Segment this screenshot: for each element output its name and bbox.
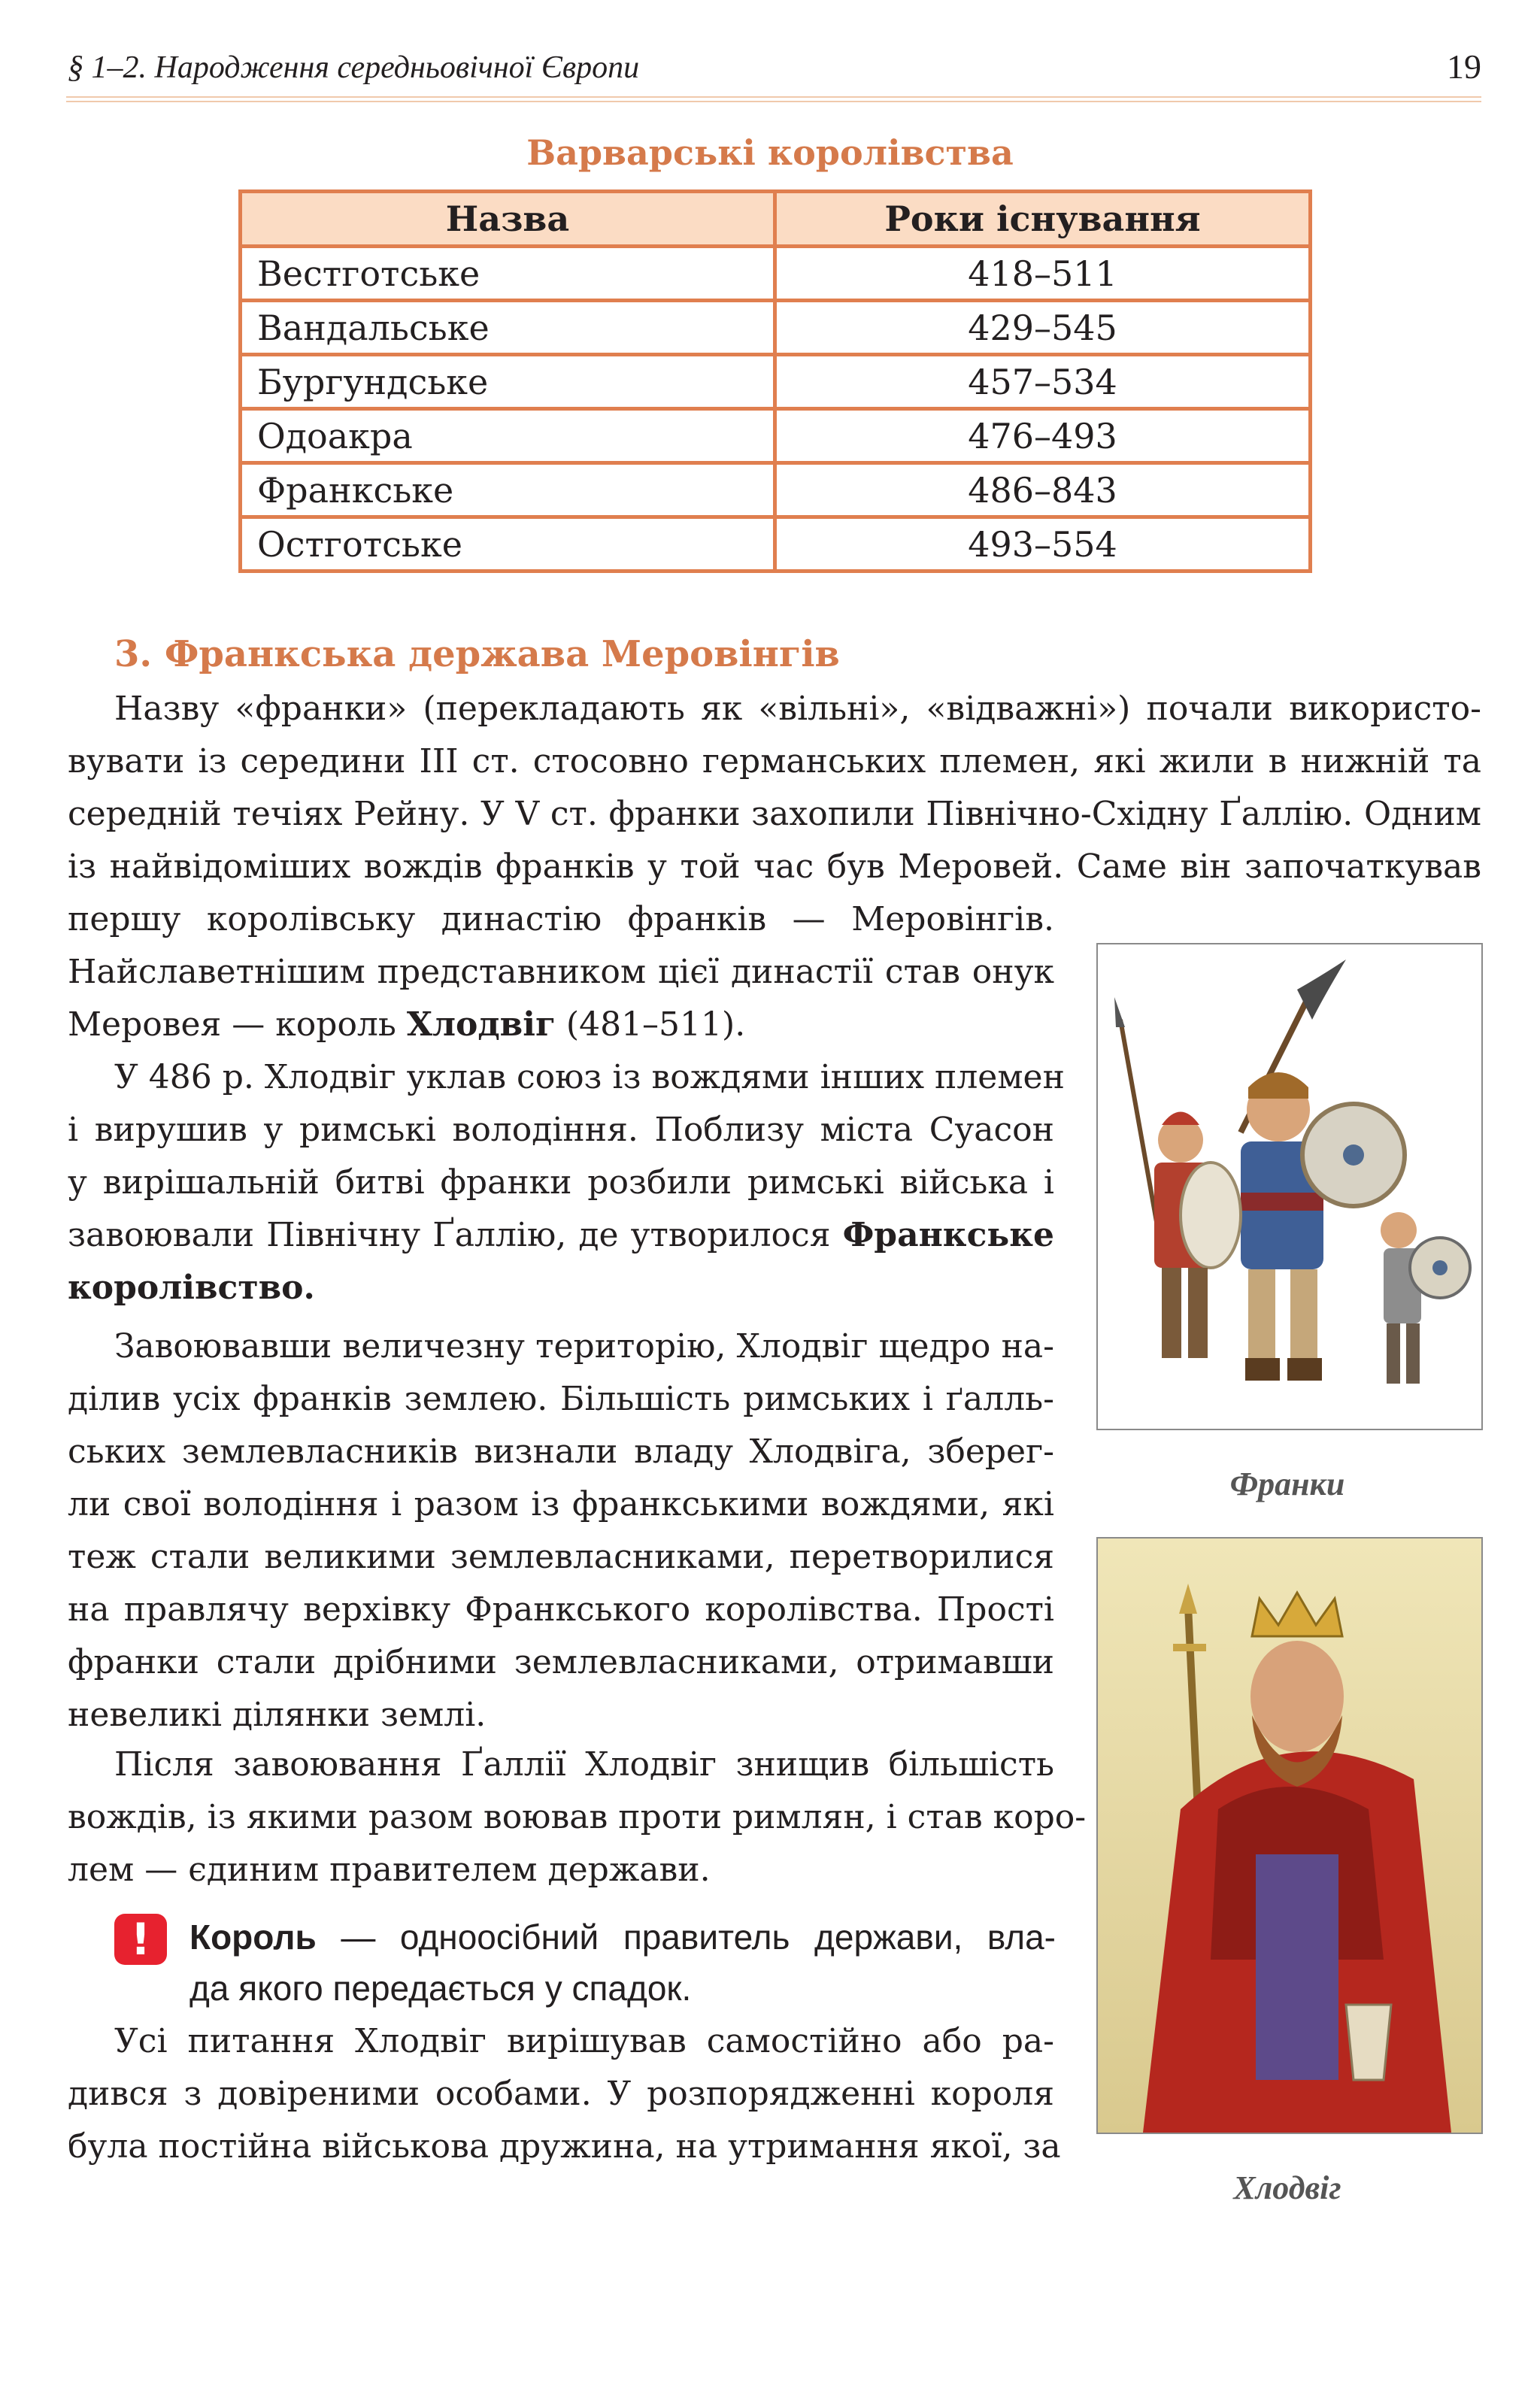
paragraph-line: ли свої володіння і разом із франкськими вождями, які <box>68 1485 1054 1523</box>
clovis-caption: Хлодвіг <box>1233 2169 1341 2206</box>
kingdom-years: 429–545 <box>775 301 1311 355</box>
kingdom-name: Вандальське <box>241 301 775 355</box>
paragraph-line: і вирушив у римські володіння. Поблизу міста Суасон <box>68 1111 1054 1149</box>
paragraph-line <box>68 1209 1054 1262</box>
text-span: завоювали Північну Ґаллію, де утворилося <box>68 1216 843 1254</box>
paragraph-line: у вирішальній битві франки розбили римські війська і <box>68 1163 1054 1202</box>
column-header-years: Роки існування <box>775 192 1311 247</box>
definition-text: — одноосібний правитель держави, вла- <box>316 1918 1056 1957</box>
term-clovis: Хлодвіг <box>406 1005 556 1044</box>
kingdom-years: 476–493 <box>775 409 1311 463</box>
paragraph-line: Усі питання Хлодвіг вирішував самостійно або ра- <box>114 2022 1054 2060</box>
paragraph-line: із найвідоміших вождів франків у той час був Меровей. Саме він започаткував <box>68 847 1481 886</box>
kingdom-years: 493–554 <box>775 517 1311 571</box>
paragraph-line: франки стали дрібними землевласниками, отримавши <box>68 1643 1054 1681</box>
clovis-portrait-image <box>1098 1539 1481 2133</box>
definition-line <box>189 1911 1056 1963</box>
paragraph-line: Завоювавши величезну територію, Хлодвіг щедро на- <box>114 1327 1054 1366</box>
table-header-row <box>241 192 1311 247</box>
paragraph-line: теж стали великими землевласниками, перетворилися <box>68 1538 1054 1576</box>
term-frankish-kingdom-cont: королівство. <box>68 1269 315 1307</box>
kingdom-name: Бургундське <box>241 355 775 409</box>
franks-caption: Франки <box>1229 1466 1345 1502</box>
paragraph-line <box>68 1262 315 1314</box>
table-row <box>241 409 1311 463</box>
kingdom-years: 418–511 <box>775 247 1311 301</box>
section-heading: 3. Франкська держава Меровінгів <box>114 633 840 675</box>
paragraph-line: ділив усіх франків землею. Більшість римських і ґалль- <box>68 1380 1054 1418</box>
paragraph-line: Після завоювання Ґаллії Хлодвіг знищив більшість <box>114 1745 1054 1784</box>
paragraph-line: невеликі ділянки землі. <box>68 1696 487 1734</box>
franks-warriors-image <box>1098 944 1481 1429</box>
kingdom-name: Вестготське <box>241 247 775 301</box>
page-number: 19 <box>1447 47 1481 86</box>
paragraph-line: Найславетнішим представником цієї династії став онук <box>68 953 1054 991</box>
table-row <box>241 463 1311 517</box>
paragraph-line: середній течіях Рейну. У V ст. франки захопили Північно-Східну Ґаллію. Одним <box>68 795 1481 833</box>
column-header-name: Назва <box>241 192 775 247</box>
kingdom-name: Остготське <box>241 517 775 571</box>
text-span: (481–511). <box>555 1005 746 1044</box>
paragraph-line <box>68 999 745 1051</box>
definition-line: да якого передається у спадок. <box>189 1969 692 2008</box>
paragraph-line: дився з довіреними особами. У розпорядженні короля <box>68 2075 1054 2113</box>
exclamation-icon: ! <box>114 1914 167 1965</box>
kingdom-name: Одоакра <box>241 409 775 463</box>
table-caption: Варварські королівства <box>526 132 1014 173</box>
paragraph-line: на правлячу верхівку Франкського королівства. Прості <box>68 1590 1054 1629</box>
kingdoms-table <box>238 189 1312 573</box>
table-row <box>241 301 1311 355</box>
table-row <box>241 355 1311 409</box>
kingdom-name: Франкське <box>241 463 775 517</box>
clovis-portrait <box>1096 1537 1483 2134</box>
header-divider <box>66 96 1481 102</box>
table-row <box>241 517 1311 571</box>
definition-term: Король <box>189 1918 317 1957</box>
term-frankish-kingdom: Франкське <box>842 1216 1054 1254</box>
paragraph-line: вувати із середини ІІІ ст. стосовно германських племен, які жили в нижній та <box>68 742 1481 781</box>
running-title: § 1–2. Народження середньовічної Європи <box>68 50 640 85</box>
franks-illustration <box>1096 943 1483 1430</box>
kingdom-years: 486–843 <box>775 463 1311 517</box>
table-row <box>241 247 1311 301</box>
paragraph-line: вождів, із якими разом воював проти римлян, і став коро- <box>68 1798 1087 1836</box>
paragraph-line: лем — єдиним правителем держави. <box>68 1851 711 1889</box>
paragraph-line: ських землевласників визнали владу Хлодвіга, зберег- <box>68 1432 1054 1471</box>
paragraph-line: Назву «франки» (перекладають як «вільні», «відважні») почали використо- <box>114 690 1481 728</box>
kingdom-years: 457–534 <box>775 355 1311 409</box>
paragraph-line: була постійна військова дружина, на утримання якої, за <box>68 2127 1061 2166</box>
page-header <box>68 44 1481 89</box>
paragraph-line: У 486 р. Хлодвіг уклав союз із вождями інших племен <box>114 1058 1065 1096</box>
text-span: Меровея — король <box>68 1005 407 1044</box>
paragraph-line: першу королівську династію франків — Меровінгів. <box>68 900 1054 938</box>
